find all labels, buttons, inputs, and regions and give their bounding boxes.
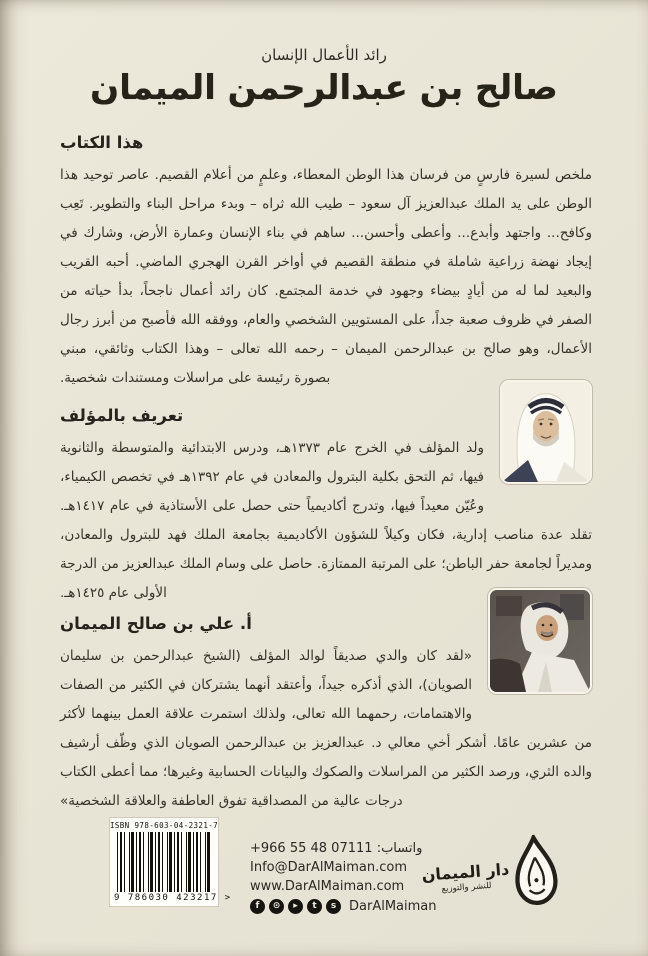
section-testimonial	[60, 584, 592, 816]
section-heading: تعريف بالمؤلف	[60, 406, 184, 425]
teardrop-logo-icon	[510, 833, 561, 912]
section-heading: أ. علي بن صالح الميمان	[60, 614, 252, 633]
section-body: «لقد كان والدي صديقاً لوالد المؤلف (الشيخ عبدالرحمن بن سليمان الصويان)، الذي أذكره جيداً، وأعتقد أنهما يشتركان في الكثير من الصفات والاهتمامات، رحمهما الله تعالى، ولذلك استمرت علاقة العمل بينهما لأكثر من عشرين عامًا. أشكر أخي معالي د. عبدالعزيز بن عبدالرحمن الصويان الذي وظّف أرشيف والده الثري، ورصد الكثير من المراسلات والصكوك والبيانات الحسابية وغيرها؛ مما أعطى الكتاب درجات عالية من المصداقية تفوق العاطفة والعلاقة الشخصية»	[60, 648, 592, 809]
section-heading: هذا الكتاب	[60, 133, 144, 152]
website-url: www.DarAlMaiman.com	[250, 879, 405, 894]
book-title-calligraphy: صالح بن عبدالرحمن الميمان	[90, 68, 558, 108]
isbn-label: ISBN 978-603-04-2321-7	[109, 821, 219, 830]
barcode-bars	[117, 832, 211, 892]
publisher-logo	[418, 833, 562, 918]
youtube-icon: ▸	[288, 899, 303, 914]
section-about-author	[60, 376, 592, 608]
section-about-book	[60, 133, 592, 393]
masthead	[0, 46, 648, 108]
whatsapp-label: واتساب:	[376, 841, 423, 856]
publisher-tagline: للنشر والتوزيع	[441, 880, 492, 895]
book-tagline: رائد الأعمال الإنسان	[261, 46, 387, 64]
snapchat-icon: s	[326, 899, 341, 914]
whatsapp-number: +966 55 48 07111	[250, 841, 373, 856]
instagram-icon: ⊙	[269, 899, 284, 914]
ali-almaiman-photo	[488, 588, 592, 694]
publisher-name: دار الميمان	[421, 859, 510, 885]
author-photo	[500, 380, 592, 484]
twitter-icon: t	[307, 899, 322, 914]
section-body: ولد المؤلف في الخرج عام ١٣٧٣هـ، ودرس الابتدائية والمتوسطة والثانوية فيها، ثم التحق بكلية البترول والمعادن في عام ١٣٩٢هـ في تخصص الكيمياء، وعُيّن معيداً فيها، وتدرج أكاديمياً حتى حصل على الأستاذية في عام ١٤١٧هـ. تقلد عدة مناصب إدارية، فكان وكيلاً للشؤون الأكاديمية بجامعة الملك فهد للبترول والمعادن، ومديراً لجامعة حفر الباطن؛ على المرتبة الممتازة. حاصل على وسام الملك عبدالعزيز من الدرجة الأولى عام ١٤٢٥هـ.	[60, 440, 592, 601]
publisher-text	[421, 860, 511, 896]
email-address: Info@DarAlMaiman.com	[250, 860, 407, 875]
barcode-digits: 9 786030 423217 >	[114, 893, 232, 903]
section-body: ملخص لسيرة فارسٍ من فرسان هذا الوطن المعطاء، وعلمٍ من أعلام القصيم. عاصر توحيد هذا الوطن على يد الملك عبدالعزيز آل سعود – طيب الله ثراه – وبدء مراحل البناء والتطوير. تَعِب وكافح... واجتهد وأبدع... وأعطى وأحسن... ساهم في بناء الإنسان وعمارة الأرض، وشارك في إيجاد نهضة زراعية شاملة في منطقة القصيم في أواخر القرن الهجري الماضي. أحبه القريب والبعيد لما له من أيادٍ بيضاء وجهود في خدمة المجتمع. كان رائد أعمال ناجحاً، بدأ حياته من الصفر في ظروف صعبة جداً، على المستويين الشخصي والعام، ووفقه الله فأصبح من أبرز رجال الأعمال، وهو صالح بن عبدالرحمن الميمان – رحمه الله تعالى – وهذا الكتاب وثائقي، مبني بصورة رئيسة على مراسلات ومستندات شخصية.	[60, 167, 592, 386]
social-handle: DarAlMaiman	[349, 899, 437, 914]
facebook-icon: f	[250, 899, 265, 914]
isbn-barcode	[109, 818, 232, 906]
